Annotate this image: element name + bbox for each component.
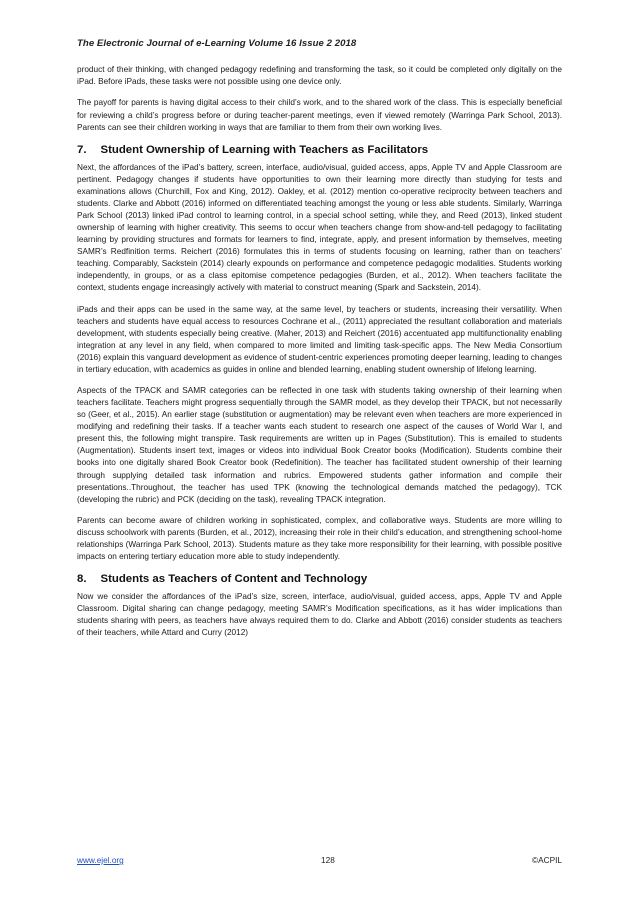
section-heading-7 [77, 144, 562, 156]
section-title: Student Ownership of Learning with Teachers as Facilitators [100, 143, 429, 156]
paragraph: iPads and their apps can be used in the same way, at the same level, by teachers or students, increasing their versatility. When teachers and students have equal access to resources Cochrane et al., (2011) appreciated the resultant collaboration and materials development, with students especially being creative. (Maher, 2013) and Reichert (2016) accentuated app multifunctionality enabling integration at any level in any field, when compared to more limited and limiting task-specific apps. The New Media Consortium (2016) explain this vanguard development as evidence of student-centric experiences promoting deeper learning, leading to changes in tertiary education, with academics as guides in online and blended learning, enabling student ownership of lifelong learning. [77, 304, 562, 374]
paragraph: Parents can become aware of children working in sophisticated, complex, and collaborative ways. Students are more willing to discuss schoolwork with parents (Burden, et al., 2012), increasing their role in their child’s education, and strengthening school-home relationships (Warringa Park School, 2013). Students mature as they take more responsibility for their learning, with possible positive impacts on entering tertiary education more able to study independently. [77, 516, 562, 562]
page [77, 38, 562, 649]
paragraph: The payoff for parents is having digital access to their child’s work, and to the shared work of the class. This is especially beneficial for reviewing a child’s progress before or during teacher-parent meetings, even if viewed remotely (Warringa Park School, 2013). Parents can see their children working in ways that are familiar to them from their own working lives. [77, 98, 562, 132]
page-number: 128 [321, 856, 335, 865]
paragraph: Now we consider the affordances of the iPad’s size, screen, interface, audio/visual, guided access, apps, Apple TV and Apple Classroom. Digital sharing can change pedagogy, meeting SAMR’s Modification specifications, as it has wider implications than students sharing with peers, as teachers have always required them to do. Clarke and Abbott (2016) consider students as teachers of their teachers, while Attard and Curry (2012) [77, 592, 562, 638]
section-title: Students as Teachers of Content and Technology [100, 573, 368, 586]
section-number: 7. [77, 143, 87, 156]
copyright: ©ACPIL [532, 856, 562, 865]
running-header: The Electronic Journal of e-Learning Volume 16 Issue 2 2018 [77, 38, 357, 49]
section-heading-8 [77, 573, 562, 585]
page-footer [77, 856, 562, 865]
paragraph: Next, the affordances of the iPad’s battery, screen, interface, audio/visual, guided access, apps, Apple TV and Apple Classroom are pertinent. Pedagogy changes if students have opportunities to own their learning more directly than studying for tests and examinations allows (Churchill, Fox and King, 2012). Oakley, et al. (2012) mention co-operative reciprocity between teachers and students. Clarke and Abbott (2016) informed on differentiated teaching amongst the young or less able students. Similarly, Warringa Park School (2013) linked iPad control to learning control, in a special school setting, while they, and Reed (2013), linked student ownership of learning with higher creativity. This seems to occur when teachers change from show-and-tell pedagogy to facilitating learning by providing structures and formats for learners to find, integrate, apply, and present information by themselves, meeting SAMR’s Redfinition terms. Reichert (2016) formulates this in terms of students focusing on learning, rather than on teachers’ teaching. Comparably, Sackstein (2014) clearly expounds on performance and competence pedagogic modalities. Students working independently, in groups, or as a class epitomise competence pedagogies (Burden, et al., 2012). When teachers facilitate the context, students engage increasingly actively with material to construct meaning (Spark and Sackstein, 2014). [77, 162, 562, 293]
journal-link[interactable]: www.ejel.org [77, 856, 124, 865]
paragraph: product of their thinking, with changed pedagogy redefining and transforming the task, so it could be completed only digitally on the iPad. Before iPads, these tasks were not possible using one device only. [77, 65, 562, 87]
paragraph: Aspects of the TPACK and SAMR categories can be reflected in one task with students taking ownership of their learning when teachers facilitate. Teachers might progress sequentially through the SAMR model, as they develop their TPACK, but not necessarily so (Geer, et al., 2015). An earlier stage (substitution or augmentation) may be relevant even when teachers are more experienced in modifying and redefining their tasks. If a teacher wants each student to research one aspect of the causes of World War I, and present this, the following might transpire. Task requirements are written up in Pages (Substitution). This is emailed to students (Augmentation). Students insert text, images or videos into individual Book Creator books (Modification). Students combine their books into one digitally shared Book Creator book (Redefinition). The teacher has facilitated student ownership of their learning through supplying detailed task information and rubrics. Empowered students gather information and compile their presentations..Throughout, the teacher has used TPK (knowing the technological demands matched the pedagogy), TCK (developing the rubric) and PCK (deciding on the task), revealing TPACK integration. [77, 386, 562, 504]
section-number: 8. [77, 573, 87, 586]
